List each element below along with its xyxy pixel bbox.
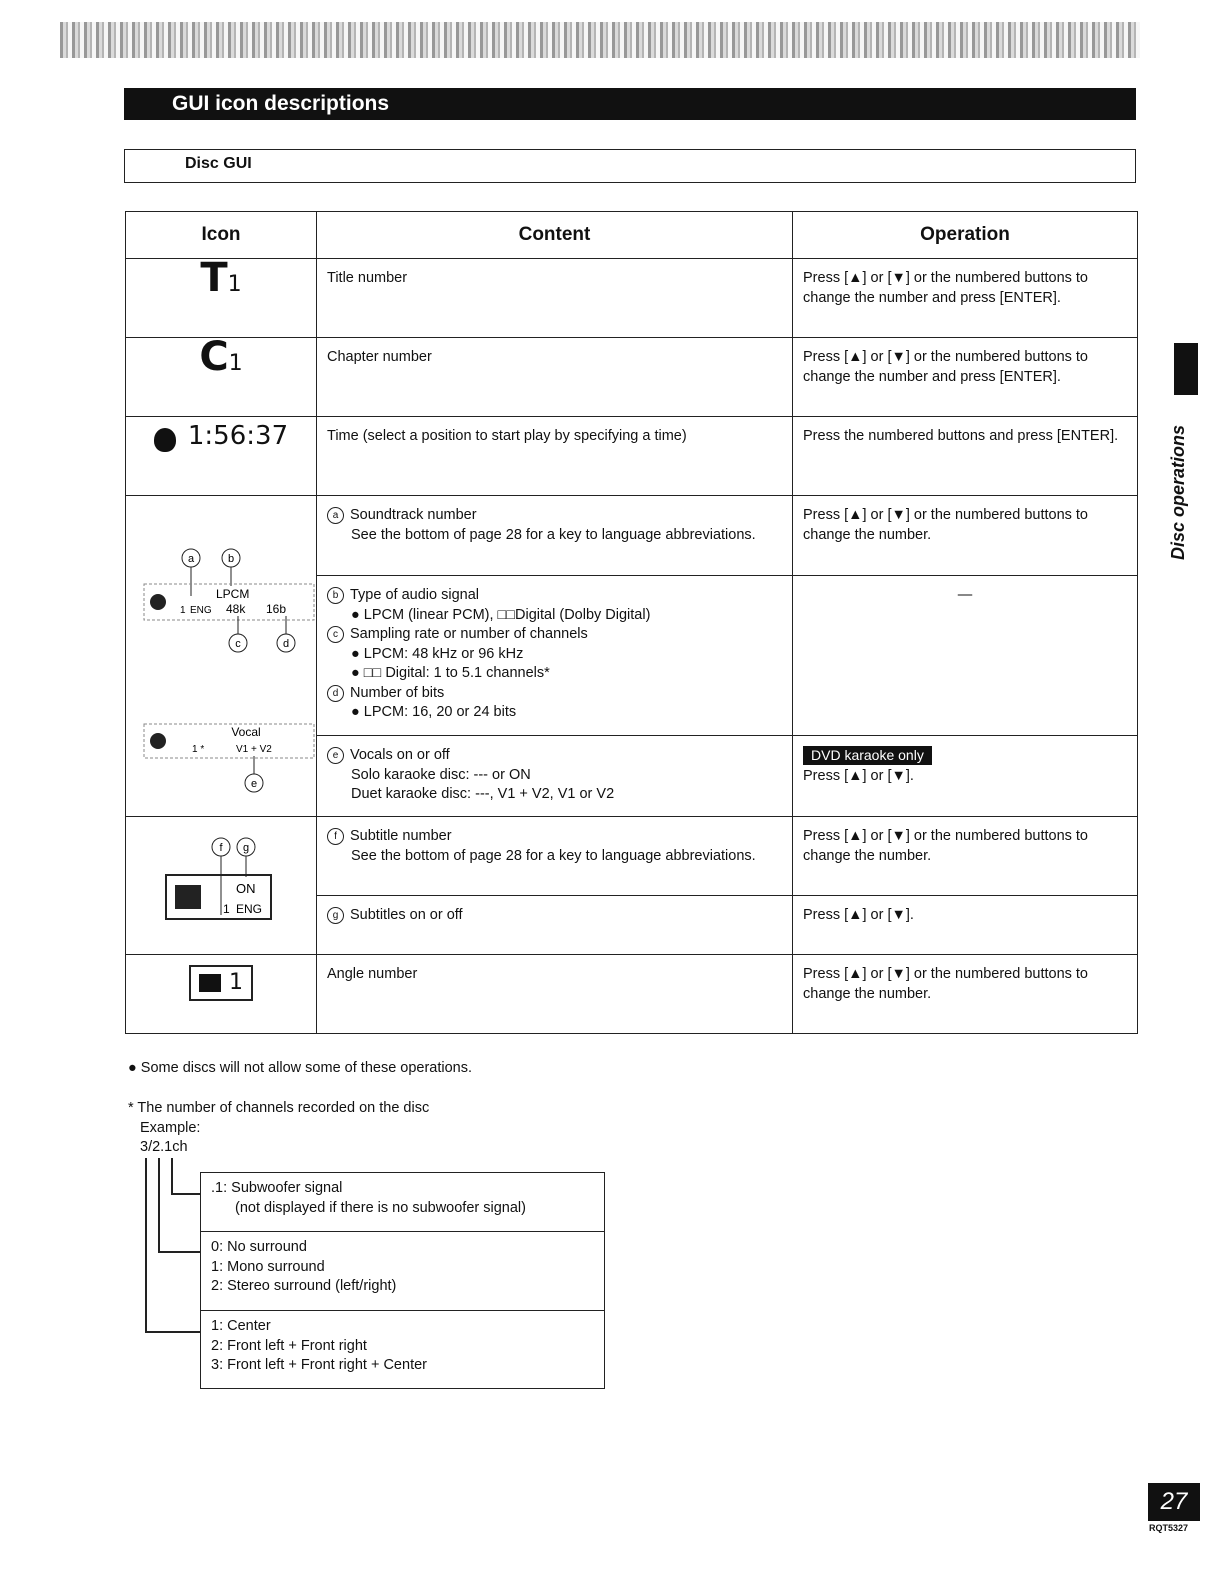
section-tab-marker [1174,343,1198,395]
surround-line-2: 1: Mono surround [211,1258,325,1275]
vocals-duet: Duet karaoke disc: ---, V1 + V2, V1 or V2 [351,786,615,803]
table-header-row [126,212,1138,259]
chapter-operation: Press [▲] or [▼] or the numbered buttons to change the number and press [ENTER]. [793,338,1138,417]
section-side-label: Disc operations [1168,424,1188,560]
page-number: 27 [1148,1483,1200,1521]
vocal-mode: V1 + V2 [236,744,272,755]
page-title-text: GUI icon descriptions [172,92,390,115]
soundtrack-content [317,496,793,576]
vocals-solo: Solo karaoke disc: --- or ON [351,766,531,783]
subwoofer-line-1: .1: Subwoofer signal [211,1180,343,1196]
soundtrack-marker: a [327,507,344,524]
vocal-lcd-frame [144,724,314,758]
soundtrack-label: Soundtrack number [350,507,477,523]
time-operation: Press the numbered buttons and press [ENTER]. [793,417,1138,496]
marker-a: a [187,553,195,565]
audio-c-bullet-1: ● LPCM: 48 kHz or 96 kHz [351,645,524,662]
scan-noise-band [60,22,1140,58]
footnote-title: * The number of channels recorded on the disc [128,1100,430,1116]
subtitle-f-detail: See the bottom of page 28 for a key to language abbreviations. [351,847,756,864]
vocal-label: Vocal [231,725,261,739]
soundtrack-operation: Press [▲] or [▼] or the numbered buttons to change the number. [793,496,1138,576]
subtitle-f-marker: f [327,828,344,845]
chapter-icon-number: 1 [228,351,243,376]
marker-d: d [282,638,290,650]
surround-line-1: 0: No surround [211,1239,307,1255]
subtitle-lang: ENG [236,902,263,916]
example-value: 3/2.1ch [140,1139,188,1155]
table-row [126,417,1138,496]
audio-track: 1 [180,605,186,616]
example-label: Example: [140,1119,201,1136]
audio-rate: 48k [226,602,246,616]
table-row [126,496,1138,576]
front-line-2: 2: Front left + Front right [211,1337,367,1354]
marker-f: f [219,842,223,854]
karaoke-badge: DVD karaoke only [803,746,932,765]
subtitle-content [317,817,793,896]
vocals-marker: e [327,747,344,764]
front-box [200,1310,605,1389]
audio-c-bullet-2: ● □□ Digital: 1 to 5.1 channels* [351,665,550,682]
header-content: Content [317,212,793,259]
audio-b-bullet: ● LPCM (linear PCM), □□Digital (Dolby Digital) [351,606,651,623]
time-icon [126,417,317,496]
audio-c-label: Sampling rate or number of channels [350,626,588,643]
subtitle-g-label: Subtitles on or off [350,907,463,923]
front-line-1: 1: Center [211,1318,271,1334]
audio-c-marker: c [327,626,344,643]
chapter-icon-letter: C [199,334,229,380]
section-heading-text: Disc GUI [185,155,252,172]
audio-d-marker: d [327,685,344,702]
title-icon-letter: T [200,255,228,301]
marker-e: e [250,778,258,790]
document-code: RQT5327 [1149,1523,1189,1533]
marker-g: g [242,842,250,854]
angle-content: Angle number [317,955,793,1034]
subwoofer-line-2: (not displayed if there is no subwoofer signal) [235,1199,526,1216]
audio-type-content [317,576,793,736]
time-content: Time (select a position to start play by specifying a time) [317,417,793,496]
page-title [124,88,1136,120]
subwoofer-box [200,1172,605,1232]
chapter-icon [126,334,317,417]
marker-b: b [227,553,235,565]
operations-note: ● Some discs will not allow some of these operations. [128,1060,473,1076]
subtitle-f-label: Subtitle number [350,828,452,844]
header-icon: Icon [126,212,317,259]
table-row [126,817,1138,896]
audio-lang: ENG [190,605,212,616]
angle-operation: Press [▲] or [▼] or the numbered buttons to change the number. [793,955,1138,1034]
subtitle-g-marker: g [327,907,344,924]
audio-icon-diagram [136,506,316,806]
audio-codec: LPCM [216,587,250,601]
audio-b-label: Type of audio signal [350,587,479,604]
subtitle-icon-diagram [161,827,281,927]
surround-line-3: 2: Stereo surround (left/right) [211,1278,397,1294]
audio-icons [126,496,317,817]
camera-icon [189,965,253,1001]
angle-icon-number: 1 [229,970,244,995]
header-operation: Operation [793,212,1138,259]
vocals-label: Vocals on or off [350,747,450,764]
title-content: Title number [317,259,793,338]
soundtrack-detail: See the bottom of page 28 for a key to language abbreviations. [351,526,756,543]
vocals-operation-cell [793,736,1138,817]
table-row [126,955,1138,1034]
surround-box [200,1231,605,1311]
audio-d-label: Number of bits [350,684,445,701]
subtitle-state: ON [236,881,256,896]
clock-icon [154,428,176,452]
vocals-content [317,736,793,817]
angle-icon [126,955,317,1034]
channels-footnote [128,1099,429,1158]
audio-bits: 16b [266,602,287,616]
subtitle-g-operation: Press [▲] or [▼]. [793,896,1138,955]
vocal-track: 1 * [192,744,205,755]
table-row [126,259,1138,338]
section-heading [124,149,1136,183]
speaker-icon [150,594,166,610]
subtitle-f-operation: Press [▲] or [▼] or the numbered buttons to change the number. [793,817,1138,896]
title-operation: Press [▲] or [▼] or the numbered buttons to change the number and press [ENTER]. [793,259,1138,338]
time-icon-value: 1:56:37 [187,421,289,451]
subtitle-screen-icon [175,885,201,909]
gui-icon-table [125,211,1138,1034]
subtitle-track: 1 [223,902,230,916]
title-icon [126,255,317,338]
subtitle-g-content [317,896,793,955]
chapter-content: Chapter number [317,338,793,417]
marker-c: c [235,638,241,650]
audio-type-operation: — [793,576,1138,736]
audio-b-marker: b [327,587,344,604]
audio-d-bullet: ● LPCM: 16, 20 or 24 bits [351,704,517,721]
subtitle-icon [126,817,317,955]
table-row [126,338,1138,417]
title-icon-number: 1 [227,272,242,297]
front-line-3: 3: Front left + Front right + Center [211,1357,427,1373]
vocals-operation: Press [▲] or [▼]. [803,767,914,784]
vocal-speaker-icon [150,733,166,749]
